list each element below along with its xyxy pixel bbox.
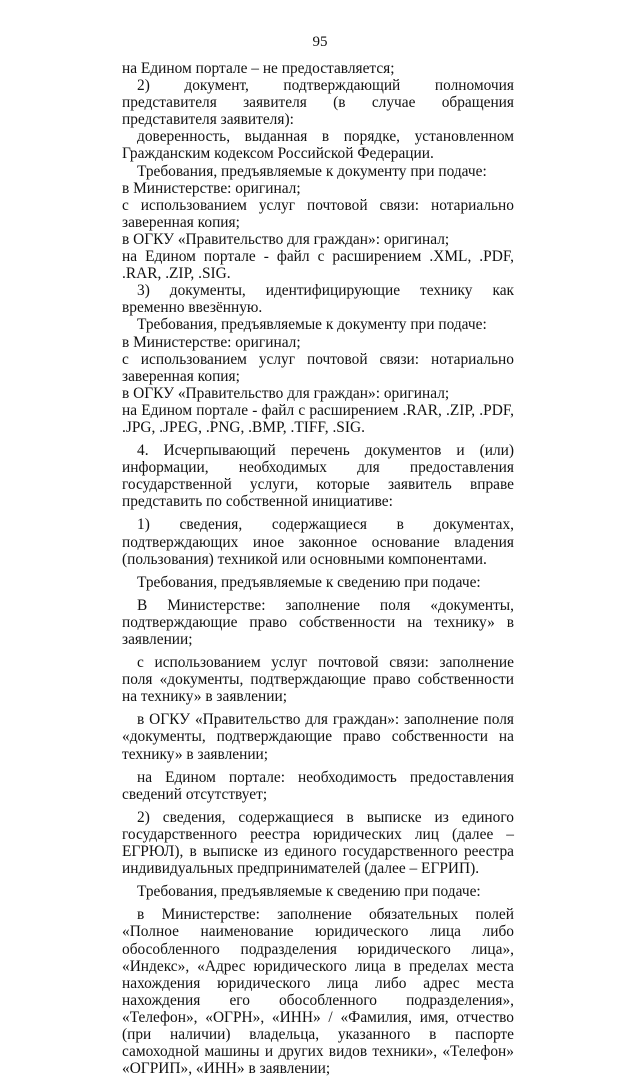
paragraph: Требования, предъявляемые к документу при подаче: [137,162,487,180]
paragraph: Требования, предъявляемые к документу при подаче: [137,316,487,334]
paragraph: 4. Исчерпывающий перечень документов и (или) информации, необходимых для предоставления государственной услуги, которые заявитель вправе представить по собственной инициативе: [122,442,514,511]
paragraph: в ОГКУ «Правительство для граждан»: оригинал; [122,384,450,402]
paragraph: на Едином портале: необходимость предоставления сведений отсутствует; [122,768,514,803]
paragraph: в Министерстве: заполнение обязательных полей «Полное наименование юридического лица либо обособленного подразделения юридического лица», «Индекс», «Адрес юридического лица в пределах места нахождения юридического лица либо адрес места нахождения его обособленного подразделения», «Телефон», «ОГРН», «ИНН» / «Фамилия, имя, отчество (при наличии) владельца, указанного в паспорте самоходной машины и других видов техники», «Телефон» «ОГРИП», «ИНН» в заявлении; [122,906,514,1077]
paragraph: в Министерстве: оригинал; [122,179,301,197]
paragraph: на Едином портале - файл с расширением .XML, .PDF, .RAR, .ZIP, .SIG. [122,248,514,283]
paragraph: 2) документ, подтверждающий полномочия представителя заявителя (в случае обращения представителя заявителя): [122,77,514,129]
paragraph: 1) сведения, содержащиеся в документах, подтверждающих иное законное основание владения (пользования) техникой или основными компонентами. [122,516,514,568]
paragraph: В Министерстве: заполнение поля «документы, подтверждающие право собственности на технику» в заявлении; [122,596,514,648]
paragraph: на Едином портале – не предоставляется; [122,60,395,77]
paragraph: в ОГКУ «Правительство для граждан»: оригинал; [122,230,450,248]
paragraph: Требования, предъявляемые к сведению при подаче: [137,883,481,901]
paragraph: в Министерстве: оригинал; [122,333,301,351]
paragraph: с использованием услуг почтовой связи: нотариально заверенная копия; [122,350,514,385]
document-body [122,60,514,1077]
paragraph: 3) документы, идентифицирующие технику как временно ввезённую. [122,282,514,317]
paragraph: в ОГКУ «Правительство для граждан»: заполнение поля «документы, подтверждающие право собственности на технику» в заявлении; [122,711,514,763]
page-number: 95 [312,34,328,50]
paragraph: доверенность, выданная в порядке, установленном Гражданским кодексом Российской Федерации. [122,128,514,163]
paragraph: с использованием услуг почтовой связи: нотариально заверенная копия; [122,196,514,231]
paragraph: на Едином портале - файл с расширением .RAR, .ZIP, .PDF, .JPG, .JPEG, .PNG, .BMP, .TIFF, .SIG. [122,401,514,436]
paragraph: 2) сведения, содержащиеся в выписке из единого государственного реестра юридических лиц (далее – ЕГРЮЛ), в выписке из единого государственного реестра индивидуальных предпринимателей (далее – ЕГРИП). [122,808,514,878]
paragraph: Требования, предъявляемые к сведению при подаче: [137,573,481,591]
paragraph: с использованием услуг почтовой связи: заполнение поля «документы, подтверждающие право собственности на технику» в заявлении; [122,654,514,706]
